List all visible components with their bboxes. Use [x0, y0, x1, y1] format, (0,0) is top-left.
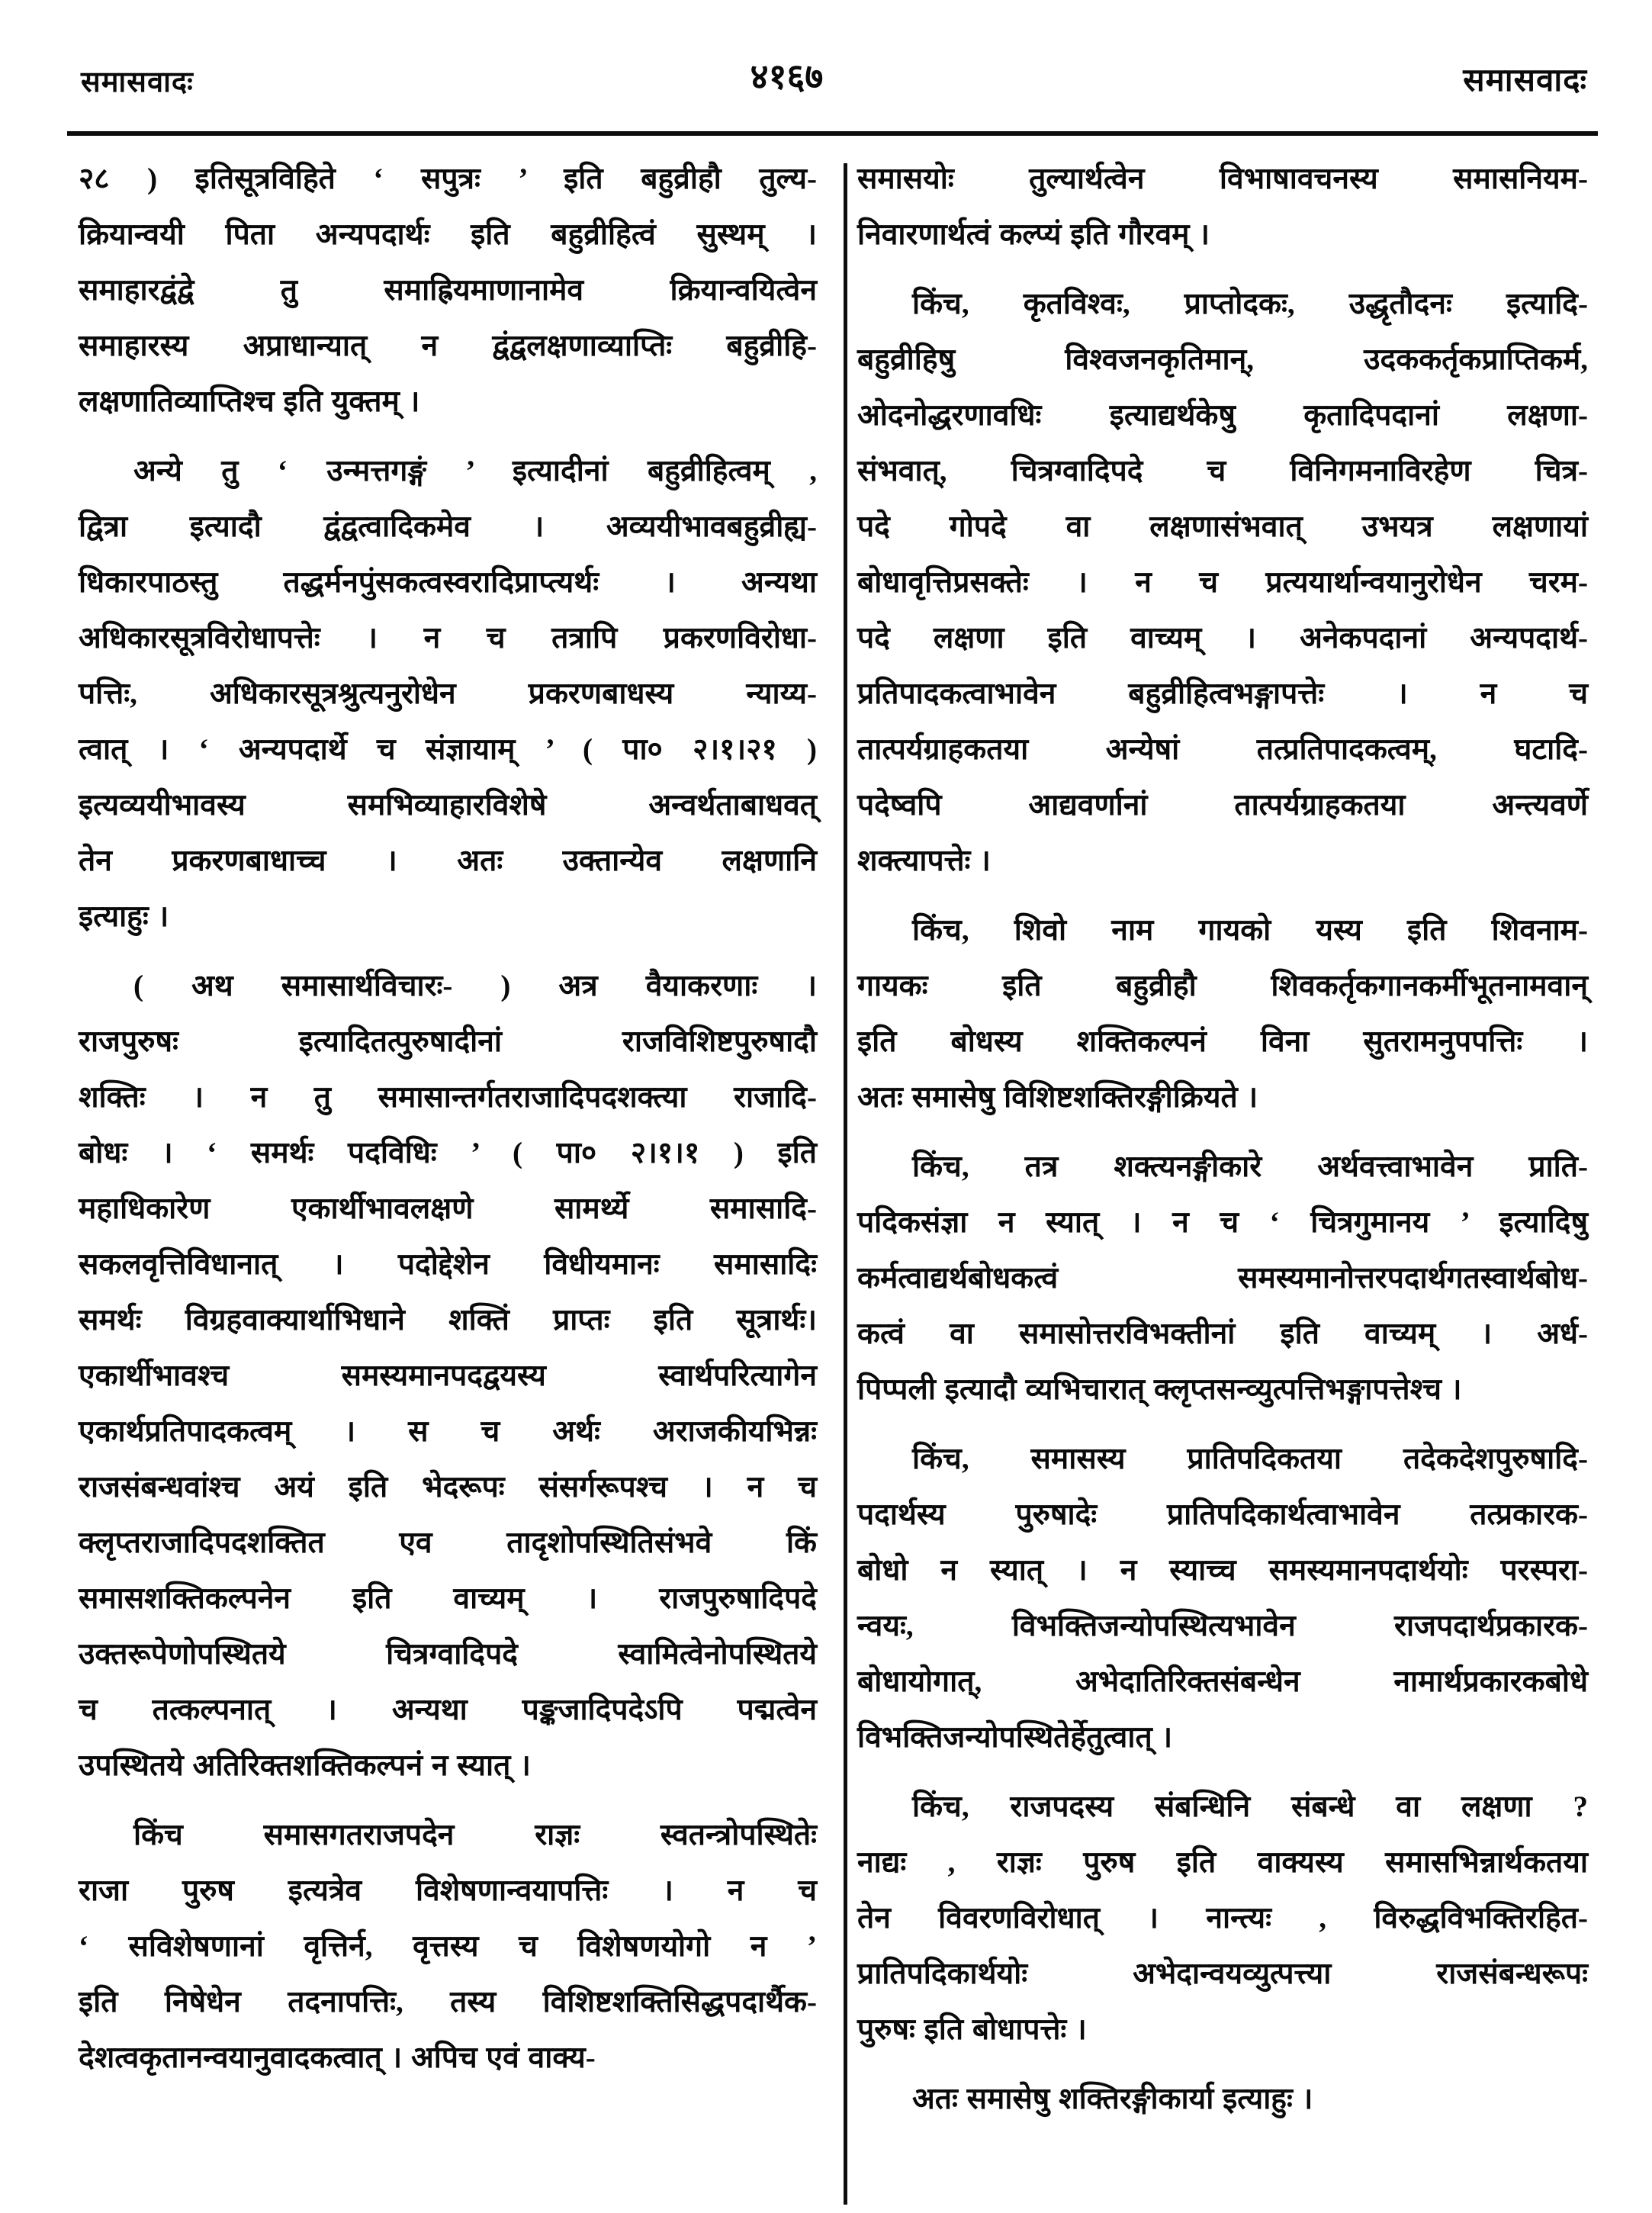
paragraph: [857, 276, 1588, 889]
paragraph: [857, 902, 1588, 1125]
paragraph: [79, 958, 817, 1793]
text-line: किंच, शिवो नाम गायको यस्य इति शिवनाम-: [912, 914, 1588, 947]
text-line: तात्पर्यग्राहकतया अन्येषां तत्प्रतिपादकत्वम्, घटादि-: [857, 733, 1588, 766]
page-header: [67, 23, 1598, 107]
text-line: क्लृप्तराजादिपदशक्तित एव तादृशोपस्थितिसंभवे किं: [79, 1526, 817, 1559]
text-line: कर्मत्वाद्यर्थबोधकत्वं समस्यमानोत्तरपदार्थगतस्वार्थबोध-: [857, 1262, 1588, 1295]
text-line: निवारणार्थत्वं कल्प्यं इति गौरवम् ।: [857, 218, 1210, 251]
text-line: महाधिकारेण एकार्थीभावलक्षणे सामर्थ्ये समासादि-: [79, 1192, 817, 1225]
text-line: प्रतिपादकत्वाभावेन बहुव्रीहित्वभङ्गापत्तेः । न च: [857, 677, 1588, 710]
text-line: अतः समासेषु विशिष्टशक्तिरङ्गीक्रियते ।: [857, 1081, 1258, 1114]
running-title-right: समासवादः: [1463, 63, 1587, 98]
text-line: च तत्कल्पनात् । अन्यथा पङ्कजादिपदेऽपि पद्मत्वेन: [79, 1694, 817, 1726]
paragraph: [79, 443, 817, 944]
text-line: बोधायोगात्, अभेदातिरिक्तसंबन्धेन नामार्थप्रकारकबोधे: [857, 1665, 1588, 1698]
text-line: बोधो न स्यात् । न स्याच्च समस्यमानपदार्थयोः परस्परा-: [857, 1554, 1588, 1587]
text-line: तेन प्रकरणबाधाच्च । अतः उक्तान्येव लक्षणानि: [79, 844, 817, 877]
text-line: समाहारद्वंद्वे तु समाह्रियमाणानामेव क्रियान्वयित्वेन: [79, 274, 817, 307]
text-line: किंच, राजपदस्य संबन्धिनि संबन्धे वा लक्षणा ?: [912, 1790, 1588, 1823]
text-line: समासयोः तुल्यार्थत्वेन विभाषावचनस्य समासनियम-: [857, 162, 1588, 195]
text-line: किंच, तत्र शक्त्यनङ्गीकारे अर्थवत्त्वाभावेन प्राति-: [912, 1150, 1588, 1183]
text-line: बोधावृत्तिप्रसक्तेः । न च प्रत्ययार्थान्वयानुरोधेन चरम-: [857, 566, 1588, 599]
text-line: पदार्थस्य पुरुषादेः प्रातिपदिकार्थत्वाभावेन तत्प्रकारक-: [857, 1498, 1588, 1531]
text-line: शक्तिः । न तु समासान्तर्गतराजादिपदशक्त्या राजादि-: [79, 1081, 817, 1114]
column-divider: [844, 163, 847, 2205]
page-number: ४१६७: [750, 57, 824, 96]
text-line: अन्ये तु ‘ उन्मत्तगङ्गं ’ इत्यादीनां बहुव्रीहित्वम् ,: [133, 455, 817, 487]
text-line: पदिकसंज्ञा न स्यात् । न च ‘ चित्रगुमानय ’ इत्यादिषु: [857, 1206, 1588, 1239]
text-line: क्रियान्वयी पिता अन्यपदार्थः इति बहुव्रीहित्वं सुस्थम् ।: [79, 218, 817, 251]
text-line: विभक्तिजन्योपस्थितेर्हेतुत्वात् ।: [857, 1721, 1173, 1754]
text-line: न्वयः, विभक्तिजन्योपस्थित्यभावेन राजपदार्थप्रकारक-: [857, 1610, 1588, 1642]
text-line: गायकः इति बहुव्रीहौ शिवकर्तृकगानकर्मीभूतनामवान्: [857, 970, 1588, 1002]
text-line: पदे गोपदे वा लक्षणासंभवात् उभयत्र लक्षणायां: [857, 510, 1588, 543]
text-line: इत्यव्ययीभावस्य समभिव्याहारविशेषे अन्वर्थताबाधवत्: [79, 789, 817, 822]
text-line: राजपुरुषः इत्यादितत्पुरुषादीनां राजविशिष्टपुरुषादौ: [79, 1025, 817, 1058]
text-line: अतः समासेषु शक्तिरङ्गीकार्या इत्याहुः ।: [912, 2083, 1313, 2115]
text-line: पिप्पली इत्यादौ व्यभिचारात् क्लृप्तसन्व्युत्पत्तिभङ्गापत्तेश्च ।: [857, 1373, 1462, 1406]
left-text-column: [79, 151, 817, 2086]
text-line: समर्थः विग्रहवाक्यार्थाभिधाने शक्तिं प्राप्तः इति सूत्रार्थः।: [79, 1304, 817, 1336]
text-line: धिकारपाठस्तु तद्धर्मनपुंसकत्वस्वरादिप्राप्त्यर्थः । अन्यथा: [79, 566, 817, 599]
text-line: उपस्थितये अतिरिक्तशक्तिकल्पनं न स्यात् ।: [79, 1749, 531, 1782]
text-line: संभवात्, चित्रग्वादिपदे च विनिगमनाविरहेण चित्र-: [857, 455, 1588, 487]
text-line: लक्षणातिव्याप्तिश्च इति युक्तम् ।: [79, 385, 420, 418]
text-line: इति निषेधेन तदनापत्तिः, तस्य विशिष्टशक्तिसिद्धपदार्थैक-: [79, 1986, 817, 2018]
text-line: ( अथ समासार्थविचारः- ) अत्र वैयाकरणाः ।: [133, 970, 817, 1002]
text-line: बोधः । ‘ समर्थः पदविधिः ’ ( पा० २।१।१ ) इति: [79, 1137, 817, 1169]
paragraph: [857, 1431, 1588, 1765]
text-line: नाद्यः , राज्ञः पुरुष इति वाक्यस्य समासभिन्नार्थकतया: [857, 1846, 1588, 1879]
text-line: राजा पुरुष इत्यत्रेव विशेषणान्वयापत्तिः । न च: [79, 1874, 817, 1907]
text-line: किंच समासगतराजपदेन राज्ञः स्वतन्त्रोपस्थितेः: [133, 1819, 817, 1851]
right-text-column: [857, 151, 1588, 2127]
text-line: प्रातिपदिकार्थयोः अभेदान्वयव्युत्पत्त्या राजसंबन्धरूपः: [857, 1957, 1588, 1990]
text-line: तेन विवरणविरोधात् । नान्त्यः , विरुद्धविभक्तिरहित-: [857, 1902, 1588, 1935]
text-line: द्वित्रा इत्यादौ द्वंद्वत्वादिकमेव । अव्ययीभावबहुव्रीह्य-: [79, 510, 817, 543]
text-line: समाहारस्य अप्राधान्यात् न द्वंद्वलक्षणाव्याप्तिः बहुव्रीहि-: [79, 330, 817, 362]
text-line: ‘ सविशेषणानां वृत्तिर्न, वृत्तस्य च विशेषणयोगो न ’: [79, 1930, 817, 1963]
running-title-left: समासवादः: [81, 66, 194, 98]
text-line: देशत्वकृतानन्वयानुवादकत्वात् । अपिच एवं वाक्य-: [79, 2041, 596, 2074]
text-line: अधिकारसूत्रविरोधापत्तेः । न च तत्रापि प्रकरणविरोधा-: [79, 622, 817, 655]
text-line: ओदनोद्धरणावधिः इत्याद्यर्थकेषु कृतादिपदानां लक्षणा-: [857, 399, 1588, 432]
text-line: शक्त्यापत्तेः ।: [857, 844, 991, 877]
paragraph: [79, 1807, 817, 2086]
text-line: पुरुषः इति बोधापत्तेः ।: [857, 2013, 1087, 2046]
text-line: कत्वं वा समासोत्तरविभक्तीनां इति वाच्यम् । अर्ध-: [857, 1317, 1588, 1350]
text-line: पदेष्वपि आद्यवर्णानां तात्पर्यग्राहकतया अन्त्यवर्णे: [857, 789, 1588, 822]
text-line: पत्तिः, अधिकारसूत्रश्रुत्यनुरोधेन प्रकरणबाधस्य न्याय्य-: [79, 677, 817, 710]
text-line: त्वात् । ‘ अन्यपदार्थे च संज्ञायाम् ’ ( पा० २।१।२१ ): [79, 733, 817, 766]
text-line: पदे लक्षणा इति वाच्यम् । अनेकपदानां अन्यपदार्थ-: [857, 622, 1588, 655]
text-line: इत्याहुः ।: [79, 900, 169, 933]
text-line: एकार्थीभावश्च समस्यमानपदद्वयस्य स्वार्थपरित्यागेन: [79, 1359, 817, 1392]
text-line: बहुव्रीहिषु विश्वजनकृतिमान्, उदककर्तृकप्राप्तिकर्म,: [857, 343, 1588, 376]
text-line: किंच, समासस्य प्रातिपदिकतया तदेकदेशपुरुषादि-: [912, 1443, 1588, 1475]
header-rule: [67, 131, 1598, 136]
paragraph: [79, 151, 817, 429]
paragraph: [857, 1779, 1588, 2057]
paragraph: [857, 151, 1588, 262]
text-line: किंच, कृतविश्वः, प्राप्तोदकः, उद्धृतौदनः इत्यादि-: [912, 288, 1588, 320]
text-line: सकलवृत्तिविधानात् । पदोद्देशेन विधीयमानः समासादिः: [79, 1248, 817, 1281]
text-line: इति बोधस्य शक्तिकल्पनं विना सुतरामनुपपत्तिः ।: [857, 1025, 1588, 1058]
text-line: समासशक्तिकल्पनेन इति वाच्यम् । राजपुरुषादिपदे: [79, 1582, 817, 1615]
text-line: राजसंबन्धवांश्च अयं इति भेदरूपः संसर्गरूपश्च । न च: [79, 1471, 817, 1504]
text-line: एकार्थप्रतिपादकत्वम् । स च अर्थः अराजकीयभिन्नः: [79, 1415, 817, 1448]
paragraph: [857, 1139, 1588, 1417]
text-line: २८ ) इतिसूत्रविहिते ‘ सपुत्रः ’ इति बहुव्रीहौ तुल्य-: [79, 162, 817, 195]
text-line: उक्तरूपेणोपस्थितये चित्रग्वादिपदे स्वामित्वेनोपस्थितये: [79, 1638, 817, 1671]
paragraph: [857, 2071, 1588, 2127]
